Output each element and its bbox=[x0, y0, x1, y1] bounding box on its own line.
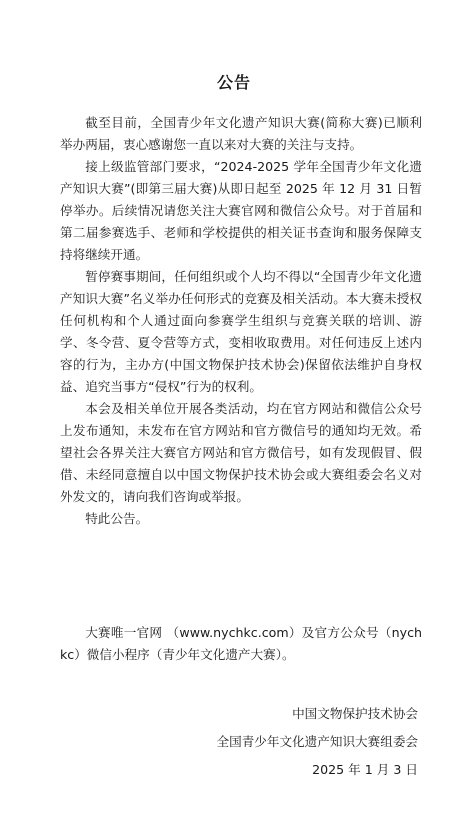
official-links bbox=[60, 622, 422, 666]
paragraph-suspension: 接上级监管部门要求，“2024-2025 学年全国青少年文化遗产知识大赛”(即第三届大赛)从即日起至 2025 年 12 月 31 日暂停举办。后续情况请您关注大赛官网和微信公众号。对于首届和第二届参赛选手、老师和学校提供的相关证书查询和服务保障支持将继续开通。 bbox=[60, 159, 422, 262]
notice-body bbox=[60, 112, 422, 530]
signature-org: 中国文物保护技术协会 bbox=[292, 706, 418, 721]
paragraph-closing: 特此公告。 bbox=[85, 511, 149, 526]
paragraph-prohibition: 暂停赛事期间，任何组织或个人均不得以“全国青少年文化遗产知识大赛”名义举办任何形式的竞赛及相关活动。本大赛未授权任何机构和个人通过面向参赛学生组织与竞赛关联的培训、游学、冬令营、夏令营等方式，变相收取费用。对任何违反上述内容的行为，主办方(中国文物保护技术协会)保留依法维护自身权益、追究当事方“侵权”行为的权利。 bbox=[60, 269, 422, 394]
official-links-text: 大赛唯一官网 （www.nychkc.com）及官方公众号（nychkc）微信小程序（青少年文化遗产大赛）。 bbox=[60, 625, 422, 662]
paragraph-official-channels: 本会及相关单位开展各类活动，均在官方网站和微信公众号上发布通知，未发布在官方网站和官方微信号的通知均无效。希望社会各界关注大赛官方网站和官方微信号，如有发现假冒、假借、未经同意擅自以中国文物保护技术协会或大赛组委会名义对外发文的，请向我们咨询或举报。 bbox=[60, 401, 422, 504]
signature-committee: 全国青少年文化遗产知识大赛组委会 bbox=[216, 734, 418, 749]
signature-block bbox=[217, 700, 419, 784]
signature-date: 2025 年 1 月 3 日 bbox=[312, 762, 418, 777]
paragraph-intro: 截至目前，全国青少年文化遗产知识大赛(简称大赛)已顺利举办两届，衷心感谢您一直以来对大赛的关注与支持。 bbox=[60, 115, 422, 152]
notice-title: 公告 bbox=[216, 73, 251, 92]
